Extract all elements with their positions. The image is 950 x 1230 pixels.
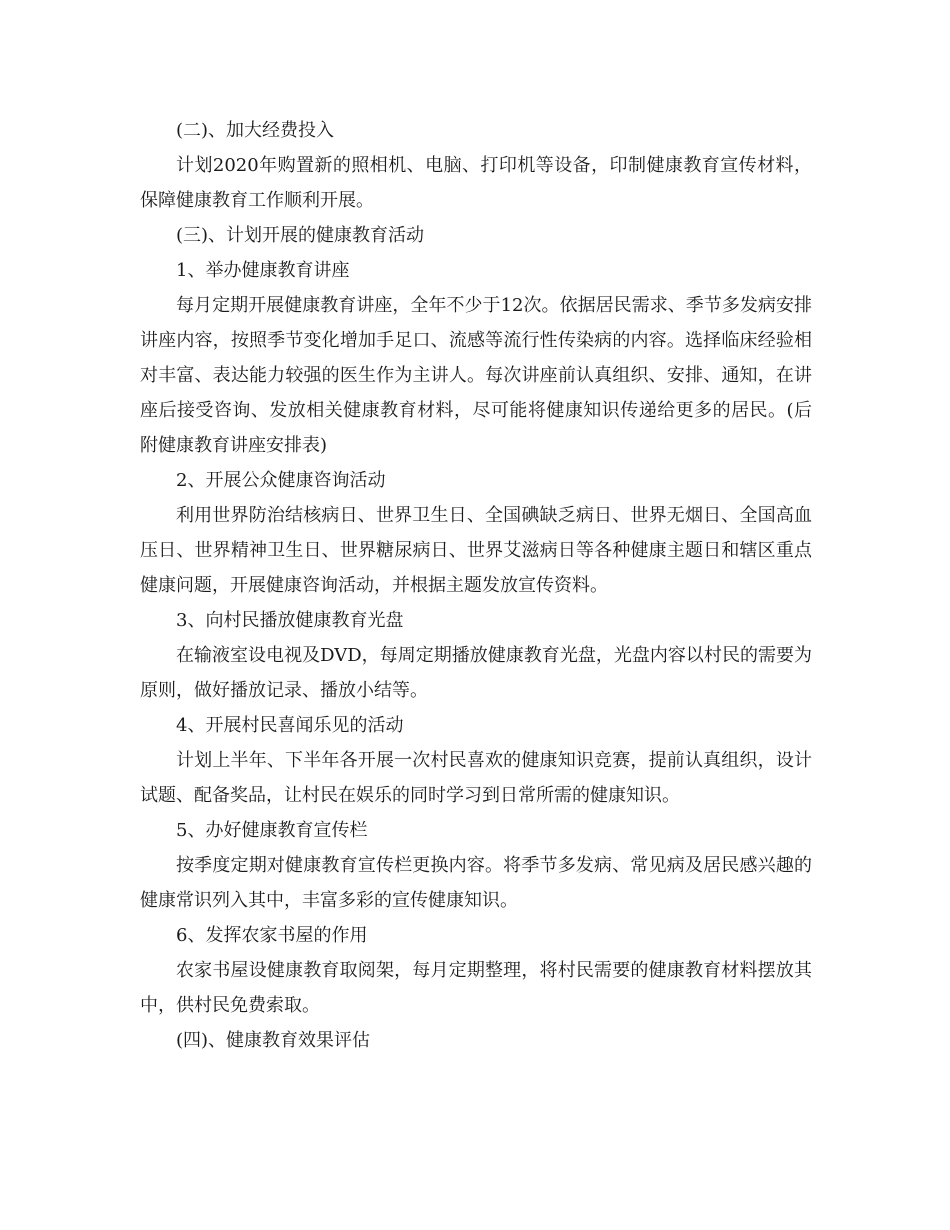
- subheading-popular-activities: 4、开展村民喜闻乐见的活动: [176, 715, 404, 736]
- paragraph-lectures: 每月定期开展健康教育讲座，全年不少于12次。依据居民需求、季节多发病安排讲座内容，按照季节变化增加手足口、流感等流行性传染病的内容。选择临床经验相对丰富、表达能力较强的医生作为主讲人。每次讲座前认真组织、安排、通知，在讲座后接受咨询、发放相关健康教育材料，尽可能将健康知识传递给更多的居民。(后附健康教育讲座安排表): [140, 295, 812, 456]
- section-heading-activities: (三)、计划开展的健康教育活动: [176, 225, 425, 246]
- subheading-library: 6、发挥农家书屋的作用: [176, 925, 368, 946]
- paragraph-library: 农家书屋设健康教育取阅架，每月定期整理，将村民需要的健康教育材料摆放其中，供村民免费索取。: [140, 960, 812, 1016]
- section-heading-evaluation: (四)、健康教育效果评估: [176, 1030, 371, 1051]
- subheading-consultation: 2、开展公众健康咨询活动: [176, 470, 386, 491]
- subheading-disc: 3、向村民播放健康教育光盘: [176, 610, 404, 631]
- paragraph-consultation: 利用世界防治结核病日、世界卫生日、全国碘缺乏病日、世界无烟日、全国高血压日、世界精神卫生日、世界糖尿病日、世界艾滋病日等各种健康主题日和辖区重点健康问题，开展健康咨询活动，并根据主题发放宣传资料。: [140, 505, 812, 596]
- paragraph-popular-activities: 计划上半年、下半年各开展一次村民喜欢的健康知识竞赛，提前认真组织，设计试题、配备奖品，让村民在娱乐的同时学习到日常所需的健康知识。: [140, 750, 812, 806]
- section-heading-funding: (二)、加大经费投入: [176, 120, 335, 141]
- subheading-bulletin: 5、办好健康教育宣传栏: [176, 820, 368, 841]
- document-body: [140, 113, 812, 1058]
- paragraph-funding: 计划2020年购置新的照相机、电脑、打印机等设备，印制健康教育宣传材料，保障健康教育工作顺利开展。: [140, 155, 812, 211]
- paragraph-disc: 在输液室设电视及DVD，每周定期播放健康教育光盘，光盘内容以村民的需要为原则，做好播放记录、播放小结等。: [140, 645, 812, 701]
- subheading-lectures: 1、举办健康教育讲座: [176, 260, 350, 281]
- paragraph-bulletin: 按季度定期对健康教育宣传栏更换内容。将季节多发病、常见病及居民感兴趣的健康常识列入其中，丰富多彩的宣传健康知识。: [140, 855, 812, 911]
